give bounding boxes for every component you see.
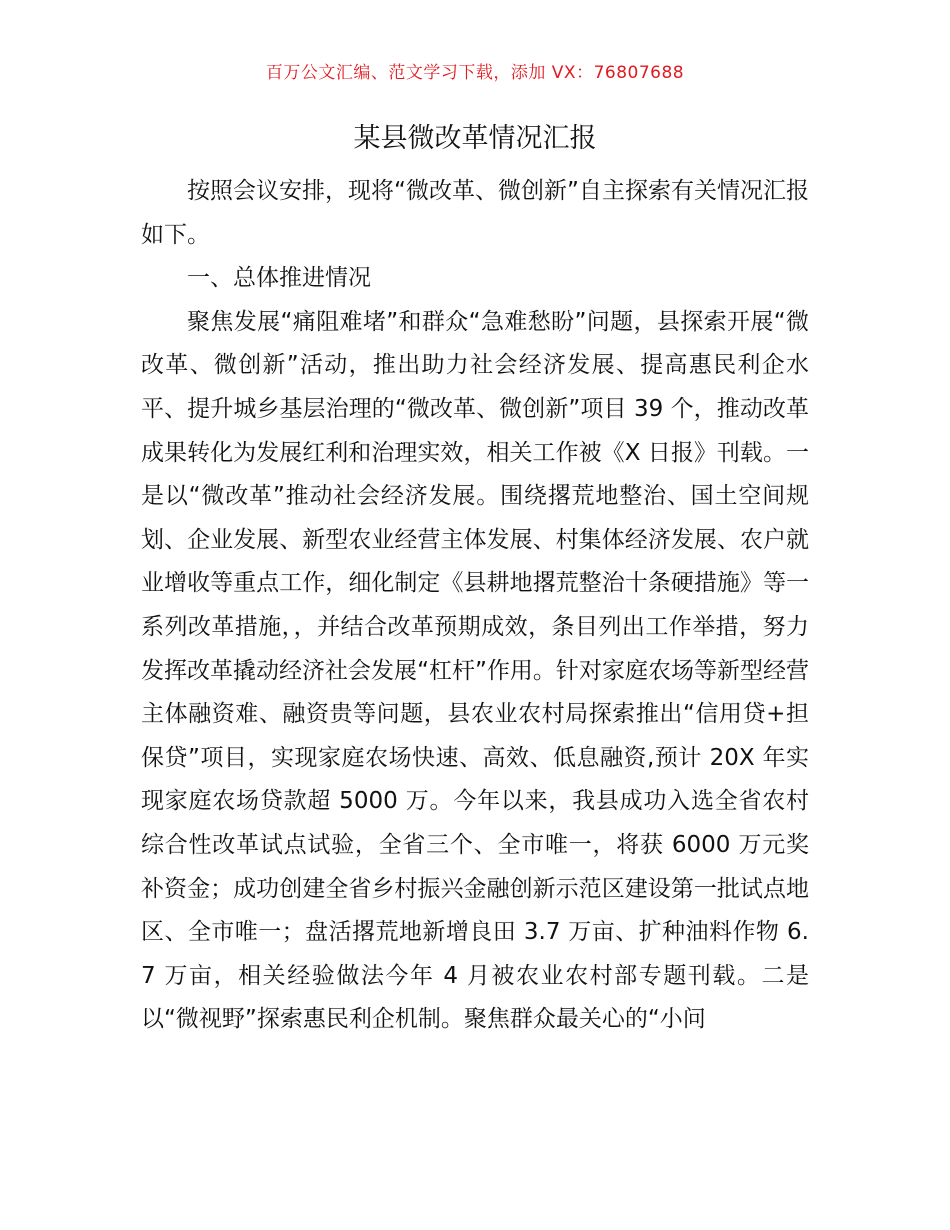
document-body <box>141 170 809 1042</box>
document-title: 某县微改革情况汇报 <box>353 123 597 154</box>
download-notice: 百万公文汇编、范文学习下载，添加 VX：76807688 <box>265 63 685 83</box>
body-paragraph: 聚焦发展“痛阻难堵”和群众“急难愁盼”问题，县探索开展“微改革、微创新”活动，推出助力社会经济发展、提高惠民利企水平、提升城乡基层治理的“微改革、微创新”项目 39 个，推动改革成果转化为发展红利和治理实效，相关工作被《X 日报》刊载。一是以“微改革”推动社会经济发展。围绕撂荒地整治、国土空间规划、企业发展、新型农业经营主体发展、村集体经济发展、农户就业增收等重点工作，细化制定《县耕地撂荒整治十条硬措施》等一系列改革措施，，并结合改革预期成效，条目列出工作举措，努力发挥改革撬动经济社会发展“杠杆”作用。针对家庭农场等新型经营主体融资难、融资贵等问题，县农业农村局探索推出“信用贷+担保贷”项目，实现家庭农场快速、高效、低息融资,预计 20X 年实现家庭农场贷款超 5000 万。今年以来，我县成功入选全省农村综合性改革试点试验，全省三个、全市唯一，将获 6000 万元奖补资金；成功创建全省乡村振兴金融创新示范区建设第一批试点地区、全市唯一；盘活撂荒地新增良田 3.7 万亩、扩种油料作物 6.7 万亩，相关经验做法今年 4 月被农业农村部专题刊载。二是以“微视野”探索惠民利企机制。聚焦群众最关心的“小问 <box>141 308 809 1033</box>
section-heading: 一、总体推进情况 <box>187 265 371 292</box>
intro-paragraph: 按照会议安排，现将“微改革、微创新”自主探索有关情况汇报如下。 <box>141 178 809 248</box>
